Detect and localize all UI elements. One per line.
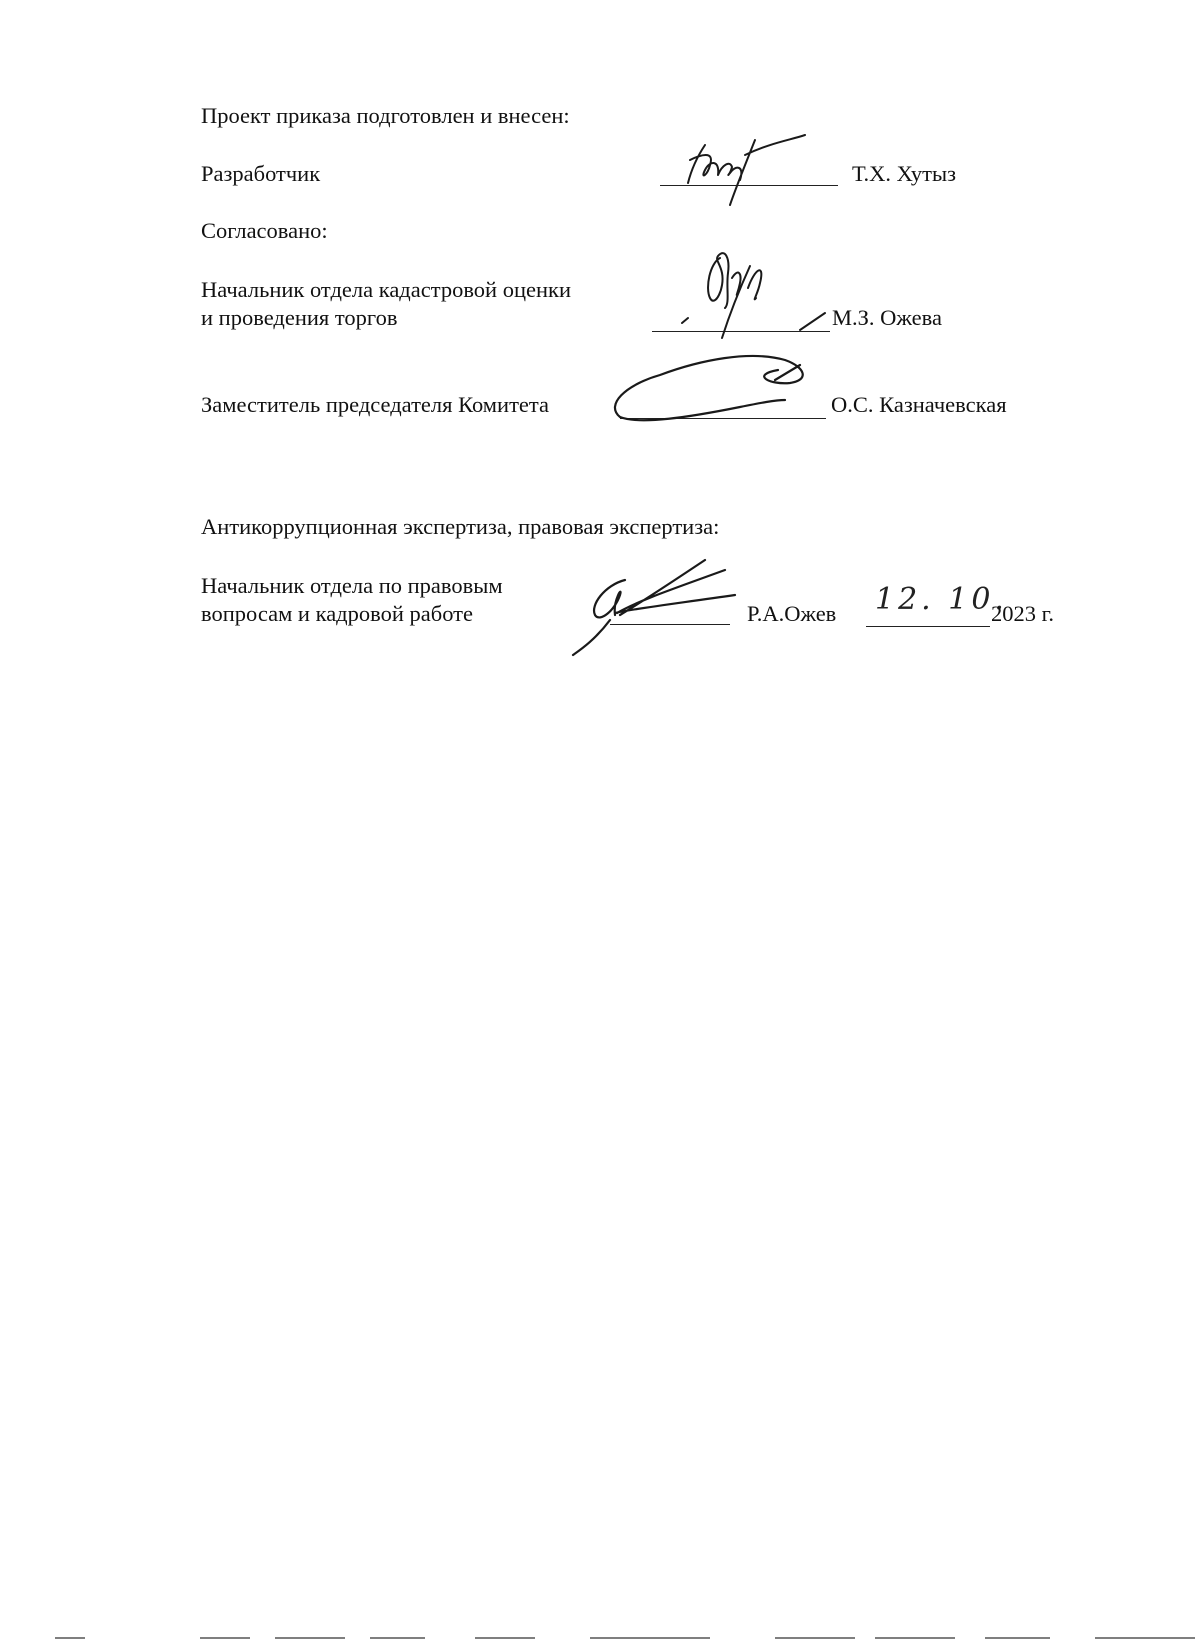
deputy-signature: [600, 345, 830, 430]
date-line: [866, 626, 990, 627]
head-cadastral-role-line1: Начальник отдела кадастровой оценки: [201, 277, 572, 302]
deputy-name: О.С. Казначевская: [831, 392, 1007, 417]
head-legal-role-line1: Начальник отдела по правовым: [201, 573, 503, 598]
handwritten-date: 12. 10.: [875, 582, 1008, 617]
year-text: 2023 г.: [991, 601, 1054, 626]
head-legal-name: Р.А.Ожев: [747, 601, 837, 626]
head-cadastral-signature: [680, 248, 840, 348]
scan-edge-marks: [55, 1635, 1195, 1641]
header-text: Проект приказа подготовлен и внесен:: [201, 103, 570, 128]
deputy-role: Заместитель председателя Комитета: [201, 392, 549, 417]
head-cadastral-role-line2: и проведения торгов: [201, 305, 398, 330]
developer-signature: [660, 135, 850, 210]
expertise-text: Антикоррупционная экспертиза, правовая экспертиза:: [201, 514, 720, 539]
head-legal-role-line2: вопросам и кадровой работе: [201, 601, 473, 626]
developer-name: Т.Х. Хутыз: [852, 161, 956, 186]
head-cadastral-name: М.З. Ожева: [832, 305, 942, 330]
head-legal-signature: [565, 555, 745, 655]
developer-role: Разработчик: [201, 161, 321, 186]
agreed-text: Согласовано:: [201, 218, 328, 243]
